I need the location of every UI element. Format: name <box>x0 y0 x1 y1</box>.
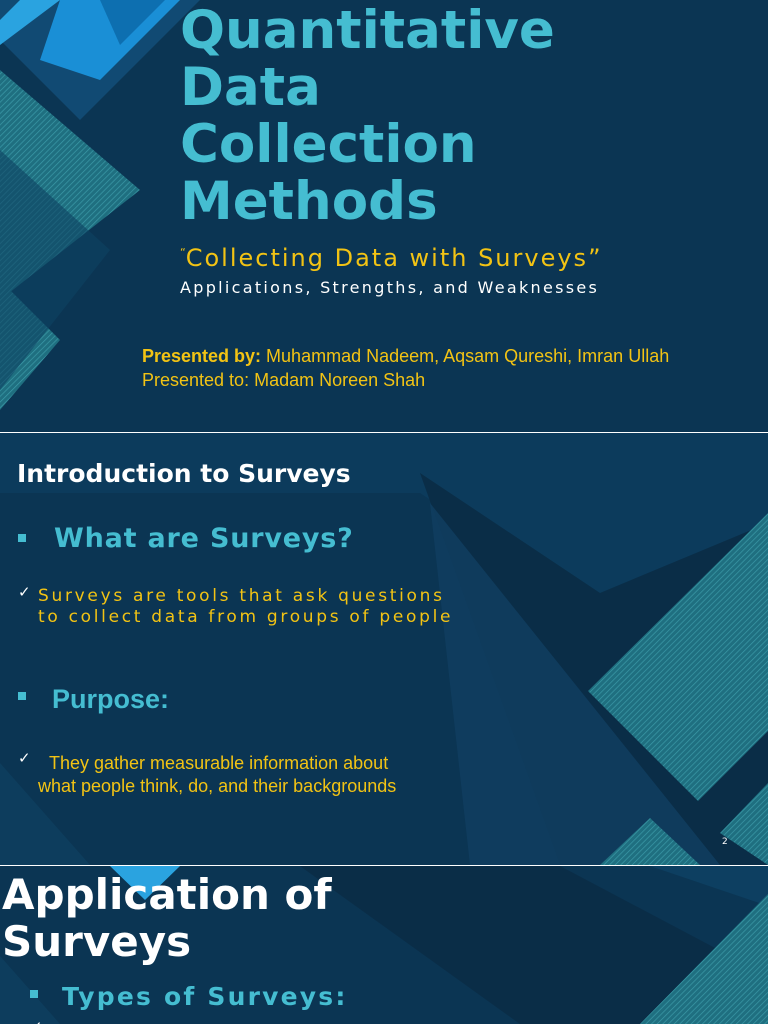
presenters-block <box>142 344 669 392</box>
slide-heading: Introduction to Surveys <box>17 459 351 488</box>
title-slide <box>0 0 768 432</box>
application-slide <box>0 866 768 1036</box>
open-quote: “ <box>180 246 186 259</box>
square-bullet-icon <box>18 692 26 700</box>
presented-by-line <box>142 344 669 368</box>
presented-by-names: Muhammad Nadeem, Aqsam Qureshi, Imran Ullah <box>261 346 670 366</box>
title-line: Collection <box>180 114 477 175</box>
title-line: Quantitative <box>180 0 555 61</box>
slide-title <box>180 2 740 230</box>
section-body-text: They gather measurable information about what people think, do, and their backgrounds <box>38 753 397 796</box>
square-bullet-icon <box>18 534 26 542</box>
subtitle-text: Collecting Data with Surveys” <box>185 244 603 272</box>
slide-tagline: Applications, Strengths, and Weaknesses <box>180 278 600 297</box>
section-body: Surveys are tools that ask questions to collect data from groups of people <box>38 586 454 627</box>
slide-subtitle <box>180 244 603 272</box>
checkmark-icon: ✓ <box>30 1018 43 1036</box>
slide-title <box>2 871 332 965</box>
background-decoration <box>0 433 768 865</box>
section-heading: Types of Surveys: <box>62 982 348 1011</box>
title-line: Methods <box>180 171 438 232</box>
checkmark-icon: ✓ <box>18 583 31 601</box>
section-heading: Purpose: <box>52 684 170 714</box>
title-line: Application of <box>2 870 332 919</box>
square-bullet-icon <box>30 990 38 998</box>
title-line: Data <box>180 57 321 118</box>
presented-to-line: Presented to: Madam Noreen Shah <box>142 370 426 390</box>
section-body <box>38 752 398 798</box>
title-line: Surveys <box>2 917 192 966</box>
page-number: 2 <box>722 837 728 847</box>
presented-by-label: Presented by: <box>142 346 262 366</box>
intro-slide <box>0 433 768 865</box>
section-heading: What are Surveys? <box>54 523 354 554</box>
checkmark-icon: ✓ <box>18 749 31 767</box>
